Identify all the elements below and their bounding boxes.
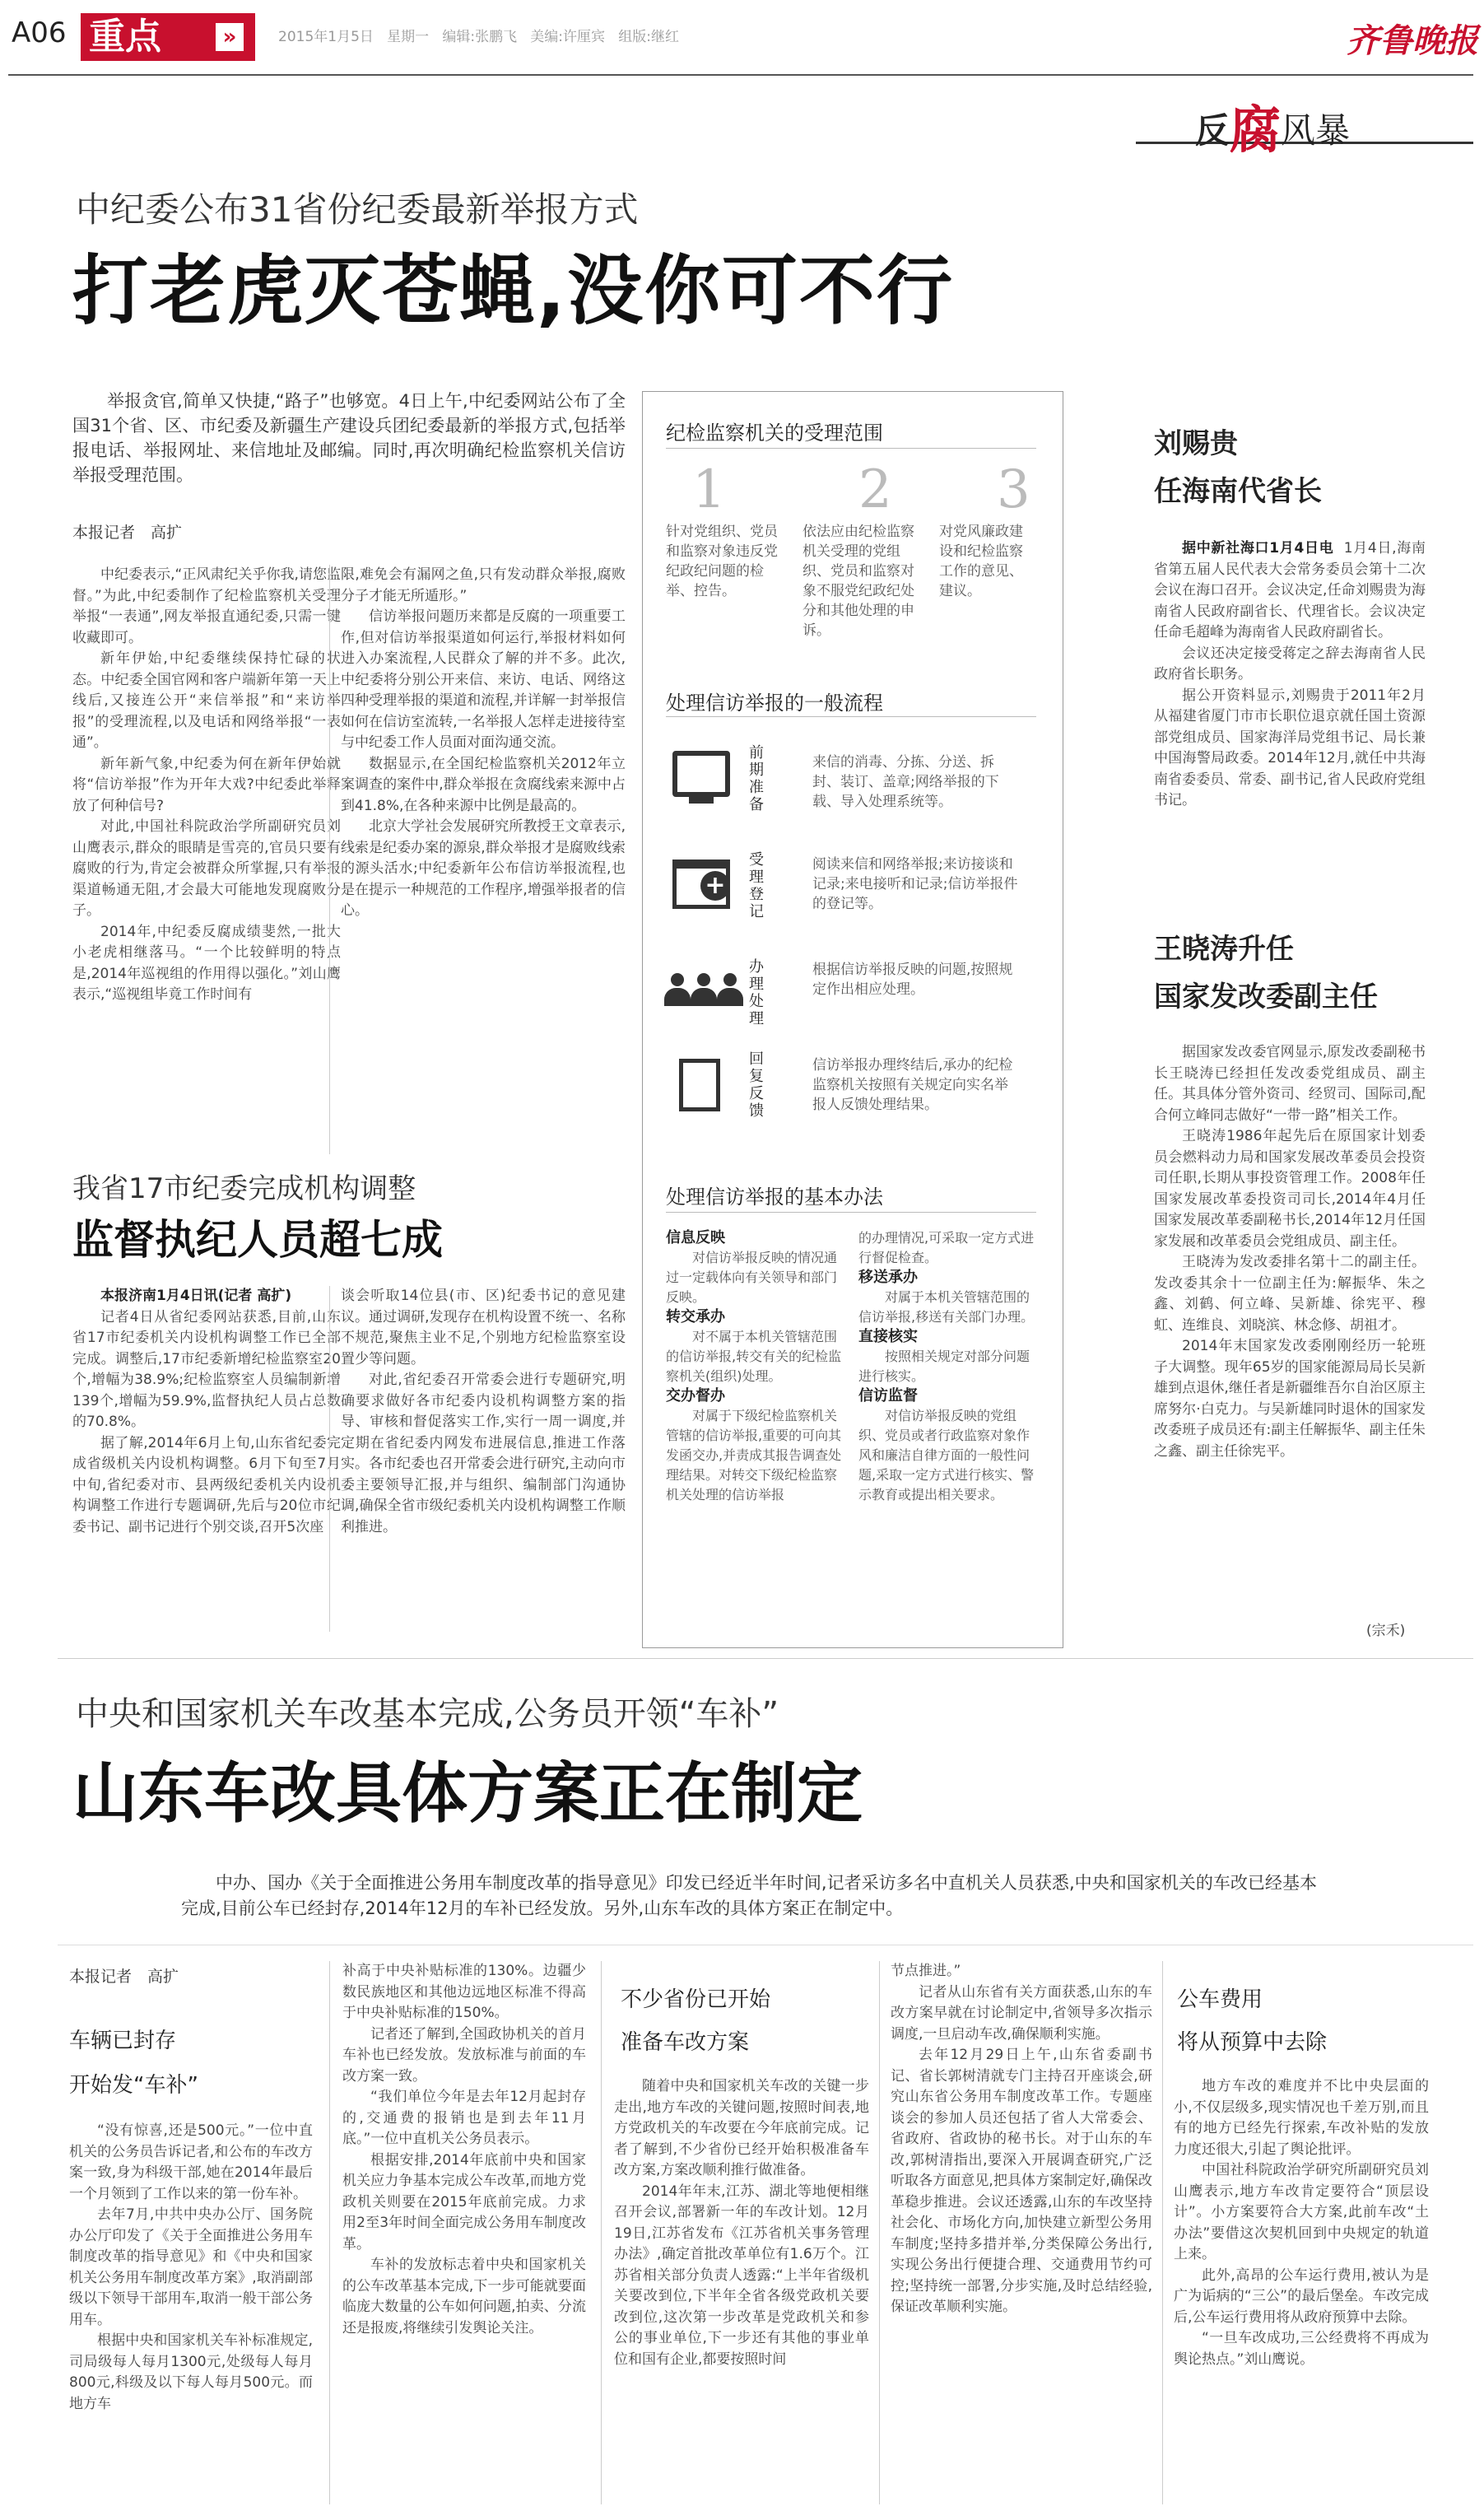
paragraph: 限,难免会有漏网之鱼,只有发动群众举报,腐败分子才能无所遁形。” [341, 566, 626, 604]
side2-title-2: 国家发改委副主任 [1154, 981, 1378, 1013]
paragraph: 记者从山东省有关方面获悉,山东的车改方案早就在讨论制定中,省领导多次指示调度,一旦启动车改,确保顺利实施。 [891, 1983, 1152, 2043]
method-head: 转交承办 [666, 1308, 725, 1325]
column-tag [1195, 100, 1351, 163]
article2-dateline [72, 1286, 341, 1307]
paragraph: 地方车改的难度并不比中央层面的小,不仅层级多,现实情况也千差万别,而且有的地方已经先行探索,车改补贴的发放力度还很大,引起了舆论批评。 [1174, 2078, 1429, 2158]
article2-kicker: 我省17市纪委完成机构调整 [72, 1172, 416, 1205]
scope-number-1: 1 [692, 459, 726, 520]
paragraph: 2014年年末,江苏、湖北等地便相继召开会议,部署新一年的车改计划。12月19日,江苏省发布《江苏省机关事务管理办法》,确定首批改革单位有1.6万个。江苏省相关部分负责人透露:“上半年省级机关要改到位,下半年全省各级党政机关要改到位,这次第一步改革是党政机关和参公的事业单位,下一步还有其他的事业单位和国有企业,都要按照时间 [614, 2183, 869, 2368]
paragraph: 随着中央和国家机关车改的关键一步走出,地方车改的关键问题,按照时间表,地方党政机关的车改要在今年底前完成。记者了解到,不少省份已经开始积极准备车改方案,方案改顺利推行做准备。 [614, 2078, 869, 2178]
paragraph: 此外,高昂的公车运行费用,被认为是广为诟病的“三公”的最后堡垒。车改完成后,公车运行费用将从政府预算中去除。 [1174, 2266, 1429, 2326]
side1-title-1: 刘赐贵 [1154, 427, 1238, 460]
double-chevron-icon: » [216, 23, 244, 51]
paragraph: 据国家发改委官网显示,原发改委副秘书长王晓涛已经担任发改委党组成员、副主任。其具体分管外资司、经贸司、国际司,配合何立峰同志做好“一带一路”相关工作。 [1154, 1044, 1426, 1124]
method-text: 对属于本机关管辖范围的信访举报,移送有关部门办理。 [858, 1289, 1035, 1325]
article1-title: 打老虎灭苍蝇,没你可不行 [72, 247, 954, 335]
paragraph: 信访举报问题历来都是反腐的一项重要工作,但对信访举报渠道如何运行,举报材料如何进入办案流程,人民群众了解的并不多。此次,中纪委将分别公开来信、来访、电话、网络这四种受理举报的渠道和流程,并详解一封举报信如何在信访室流转,一名举报人怎样走进接待室与中纪委工作人员面对面沟通交流。 [341, 608, 626, 751]
article2-title: 监督执纪人员超七成 [72, 1216, 443, 1264]
article3-col2 [342, 1961, 586, 2499]
step-label-reply: 回复反馈 [749, 1051, 764, 1120]
article3-sub2-line2: 准备车改方案 [621, 2030, 750, 2055]
column-divider [329, 1961, 330, 2504]
method-text: 对不属于本机关管辖范围的信访举报,转交有关的纪检监察机关(组织)处理。 [666, 1329, 842, 1384]
group-people-icon [664, 973, 747, 1006]
method-text: 对信访举报反映的党组织、党员或者行政监察对象作风和廉洁自律方面的一般性问题,采取一定方式进行核实、警示教育或提出相关要求。 [858, 1408, 1035, 1502]
paragraph: 2014年,中纪委反腐成绩斐然,一批大小老虎相继落马。“一个比较鲜明的特点是,2014年巡视组的作用得以强化。”刘山鹰表示,“巡视组毕竟工作时间有 [72, 923, 341, 1003]
paragraph: 补高于中央补贴标准的130%。边疆少数民族地区和其他边远地区标准不得高于中央补贴标准的150%。 [342, 1963, 586, 2021]
method-text: 按照相关规定对部分问题进行核实。 [858, 1349, 1030, 1384]
article1-byline: 本报记者 高扩 [72, 524, 183, 542]
side2-body [1154, 1042, 1426, 1624]
article3-col3 [614, 2076, 869, 2499]
paragraph: 谈会听取14位县(市、区)纪委书记的意见建议。通过调研,发现存在机构设置不统一、名称不规范,聚焦主业不足,个别地方纪检监察室设置少等问题。 [341, 1288, 626, 1367]
person-head [671, 973, 684, 986]
method-text: 对信访举报反映的情况通过一定载体向有关领导和部门反映。 [666, 1250, 838, 1305]
paragraph: 根据中央和国家机关车补标准规定,司局级每人每月1300元,处级每人每月800元,科级及以下每人每月500元。而地方车 [69, 2332, 313, 2412]
person-body [664, 988, 691, 1006]
box-title-rule [666, 448, 1036, 449]
article2-col1 [72, 1286, 341, 1632]
paragraph: “没有惊喜,还是500元。”一位中直机关的公务员告诉记者,和公布的车改方案一致,身为科级干部,她在2014年最后一个月领到了工作以来的第一份车补。 [69, 2122, 313, 2202]
step-label-prepare: 前期准备 [749, 744, 764, 813]
step-text-reply: 信访举报办理终结后,承办的纪检监察机关按照有关规定向实名举报人反馈处理结果。 [812, 1057, 1013, 1113]
paragraph: 记者4日从省纪委网站获悉,目前,山东省17市纪委机关内设机构调整工作已全部完成。调整后,17市纪委新增纪检监察室20个,增幅为38.9%;纪检监察室人员编制新增139个,增幅为59.9%,监督执纪人员占总数的70.8%。 [72, 1308, 341, 1430]
paragraph: 数据显示,在全国纪检监察机关2012年立案调查的案件中,群众举报在贪腐线索来源中占到41.8%,在各种来源中比例是最高的。 [341, 755, 626, 814]
box-title-flow: 处理信访举报的一般流程 [666, 692, 883, 715]
side1-body [1154, 538, 1426, 901]
paragraph: 对此,省纪委召开常委会进行专题研究,明确要求做好各市纪委内设机构调整方案的指导、审核和督促落实工作,实行一周一调度,并定期在省纪委内网发布进展信息,推进工作落实。各市纪委也召开常委会进行研究,主动向市委主要领导汇报,并与组织、编制部门沟通协调,确保全省市级纪委机关内设机构调整工作顺利推进。 [341, 1372, 626, 1535]
article2-dateline-text: 本报济南1月4日讯(记者 高扩) [100, 1288, 292, 1304]
person-head [697, 973, 710, 986]
paragraph: 王晓涛为发改委排名第十二的副主任。发改委其余十一位副主任为:解振华、朱之鑫、刘鹤、何立峰、吴新雄、徐宪平、穆虹、连维良、刘晓滨、林念修、胡祖才。 [1154, 1254, 1426, 1334]
paragraph: 会议还决定接受蒋定之辞去海南省人民政府省长职务。 [1154, 645, 1426, 682]
paragraph: 根据安排,2014年底前中央和国家机关应力争基本完成公车改革,而地方党政机关则要在2015年底前完成。力求用2至3年时间全面完成公务用车制度改革。 [342, 2151, 586, 2252]
column-divider [329, 1286, 330, 1632]
method-text: 的办理情况,可采取一定方式进行督促检查。 [858, 1230, 1035, 1265]
article2-col2 [341, 1286, 626, 1632]
article3-sub1-line2: 开始发“车补” [69, 2073, 198, 2098]
method-head: 信息反映 [666, 1229, 725, 1246]
paper-logo: 齐鲁晚报 [1347, 21, 1478, 60]
paragraph: 据了解,2014年6月上旬,山东省纪委完成省级机关内设机构调整。6月下旬至7月中旬,省纪委对市、县两级纪委机关内设机构调整工作进行专题调研,先后与20位市纪委书记、副书记进行个别交谈,召开5次座 [72, 1434, 341, 1535]
issue-weekday: 星期一 [387, 29, 430, 45]
monitor-icon [672, 751, 730, 797]
box-title-method: 处理信访举报的基本办法 [666, 1186, 883, 1209]
column-divider [329, 565, 330, 1154]
issue-date: 2015年1月5日 [278, 29, 374, 45]
paragraph: 车补的发放标志着中央和国家机关的公车改革基本完成,下一步可能就要面临庞大数量的公车如何问题,拍卖、分流还是报废,将继续引发舆论关注。 [342, 2257, 586, 2336]
paragraph: 2014年末国家发改委刚刚经历一轮班子大调整。现年65岁的国家能源局局长吴新雄到点退休,继任者是新疆维吾尔自治区原主席努尔·白克力。与吴新雄同时退休的国家发改委班子成员还有:副主任解振华、副主任朱之鑫、副主任徐宪平。 [1154, 1338, 1426, 1460]
paragraph: 对此,中国社科院政治学所副研究员刘山鹰表示,群众的眼睛是雪亮的,官员只要有腐败的行为,肯定会被群众所掌握,只有举报渠道畅通无阻,才会最大可能地发现腐败分子。 [72, 818, 341, 919]
paragraph: 节点推进。” [891, 1963, 961, 1979]
article1-col2 [341, 565, 626, 1154]
step-text-handle: 根据信访举报反映的问题,按照规定作出相应处理。 [812, 962, 1013, 998]
article3-title: 山东车改具体方案正在制定 [72, 1755, 863, 1832]
paragraph: 北京大学社会发展研究所教授王文章表示,线索是纪委办案的源泉,群众举报才是腐败线索的源头活水;中纪委新年公布信访举报流程,也是在提示一种规范的工作程序,增强举报者的信心。 [341, 818, 626, 919]
scope-number-2: 2 [858, 459, 892, 520]
step-label-register: 受理登记 [749, 851, 764, 920]
issue-designer: 美编:许厘宾 [530, 29, 606, 45]
article3-top-rule [58, 1658, 1473, 1659]
paragraph: 中国社科院政治学研究所副研究员刘山鹰表示,地方车改肯定要符合“顶层设计”。小方案要符合大方案,此前车改“土办法”要借这次契机回到中央规定的轨道上来。 [1174, 2162, 1429, 2262]
section-title: 重点 [89, 16, 161, 58]
article1-col1 [72, 565, 341, 1154]
box-title-rule [666, 1212, 1036, 1213]
article3-sub3-line2: 将从预算中去除 [1177, 2030, 1328, 2055]
side1-dateline [1154, 538, 1426, 644]
column-divider [879, 1961, 880, 2504]
side1-title-2: 任海南代省长 [1154, 475, 1322, 508]
article1-kicker: 中纪委公布31省份纪委最新举报方式 [76, 189, 639, 230]
article3-col5 [1174, 2076, 1429, 2499]
side2-title-1: 王晓涛升任 [1154, 933, 1294, 966]
method-head: 信访监督 [858, 1387, 918, 1405]
scope-text-2: 依法应由纪检监察机关受理的党组织、党员和监察对象不服党纪政纪处分和其他处理的申诉。 [802, 524, 914, 639]
method-col-right [858, 1228, 1035, 1505]
article1-lead-text: 举报贪官,简单又快捷,“路子”也够宽。4日上午,中纪委网站公布了全国31个省、区、市纪委及新疆生产建设兵团纪委最新的举报方式,包括举报电话、举报网址、来信地址及邮编。同时,再次明确纪检监察机关信访举报受理范围。 [72, 391, 626, 485]
scope-text-3: 对党风廉政建设和纪检监察工作的意见、建议。 [939, 524, 1023, 599]
method-head: 移送承办 [858, 1269, 918, 1286]
scope-number-3: 3 [997, 459, 1030, 520]
person-body [717, 988, 743, 1006]
person-head [723, 973, 737, 986]
paragraph: 中纪委表示,“正风肃纪关乎你我,请您监督。”为此,中纪委制作了纪检监察机关受理举报“一表通”,网友举报直通纪委,只需一键收藏即可。 [72, 566, 341, 646]
side2-source: (宗禾) [1366, 1623, 1406, 1639]
issue-editor: 编辑:张鹏飞 [442, 29, 518, 45]
page-number: A06 [12, 16, 67, 49]
column-tag-accent: 腐 [1230, 100, 1282, 160]
paragraph: 去年7月,中共中央办公厅、国务院办公厅印发了《关于全面推进公务用车制度改革的指导意见》和《中央和国家机关公务用车制度改革方案》,取消副部级以下领导干部用车,取消一般干部公务用车。 [69, 2206, 313, 2328]
article3-kicker: 中央和国家机关车改基本完成,公务员开领“车补” [76, 1695, 779, 1733]
article3-col1 [69, 2121, 313, 2499]
paragraph: 记者还了解到,全国政协机关的首月车补也已经发放。发放标准与前面的车改方案一致。 [342, 2025, 586, 2085]
article3-sub2-line1: 不少省份已开始 [621, 1987, 771, 2012]
paragraph: 王晓涛1986年起先后在原国家计划委员会燃料动力局和国家发展改革委员会投资司任职,长期从事投资管理工作。2008年任国家发展改革委投资司司长,2014年4月任国家发展改革委副秘书长,2014年12月任国家发展和改革委员会党组成员、副主任。 [1154, 1128, 1426, 1250]
column-divider [1162, 1961, 1163, 2504]
issue-meta [278, 25, 679, 45]
header-rule [8, 74, 1473, 76]
box-title-rule [666, 716, 1036, 717]
box-title-scope: 纪检监察机关的受理范围 [666, 422, 883, 445]
step-text-prepare: 来信的消毒、分拣、分送、拆封、装订、盖章;网络举报的下载、导入处理系统等。 [812, 754, 999, 810]
method-text: 对属于下级纪检监察机关管辖的信访举报,重要的可向其发函交办,并责成其报告调查处理结果。对转交下级纪检监察机关处理的信访举报 [666, 1408, 842, 1502]
paragraph: 去年12月29日上午,山东省委副书记、省长郭树清就专门主持召开座谈会,研究山东省公务用车制度改革工作。专题座谈会的参加人员还包括了省人大常委会、省政府、省政协的秘书长。对于山东的车改,郭树清指出,要深入开展调查研究,广泛听取各方面意见,把具体方案制定好,确保改革稳步推进。会议还透露,山东的车改坚持社会化、市场化方向,加快建立新型公务用车制度;坚持多措并举,分类保障公务出行,实现公务出行便捷合理、交通费用节约可控;坚持统一部署,分步实施,及时总结经验,保证改革顺利实施。 [891, 2047, 1152, 2315]
issue-proof: 组版:继红 [618, 29, 679, 45]
method-head: 交办督办 [666, 1387, 725, 1405]
method-col-left [666, 1228, 843, 1505]
add-circle-icon: + [700, 871, 730, 901]
paragraph: 据公开资料显示,刘赐贵于2011年2月从福建省厦门市市长职位退京就任国土资源部党组成员、国家海洋局党组书记、局长兼中国海警局政委。2014年12月,就任中共海南省委委员、常委、副书记,省人民政府党组书记。 [1154, 687, 1426, 808]
person-body [691, 988, 717, 1006]
article1-lead [72, 389, 626, 487]
article3-lead [181, 1870, 1317, 1922]
column-tag-tail: 风暴 [1281, 110, 1351, 151]
side1-dateline-text: 据中新社海口1月4日电 [1182, 540, 1334, 557]
article3-sub3-line1: 公车费用 [1177, 1987, 1263, 2012]
paragraph: 新年新气象,中纪委为何在新年伊始就将“信访举报”作为开年大戏?中纪委此举释放了何种信号? [72, 755, 341, 814]
paragraph: 新年伊始,中纪委继续保持忙碌的状态。中纪委全国官网和客户端新年第一天上线后,又接连公开“来信举报”和“来访举报”的受理流程,以及电话和网络举报“一表通”。 [72, 650, 341, 751]
monitor-stand [689, 797, 714, 804]
step-text-register: 阅读来信和网络举报;来访接谈和记录;来电接听和记录;信访举报件的登记等。 [812, 856, 1018, 912]
paragraph: “我们单位今年是去年12月起封存的,交通费的报销也是到去年11月底。”一位中直机关公务员表示。 [342, 2089, 586, 2147]
info-box [642, 391, 1063, 1648]
column-tag-lead: 反 [1195, 110, 1230, 151]
column-divider [601, 1961, 602, 2504]
article3-col4 [891, 1961, 1152, 2499]
article3-byline: 本报记者 高扩 [69, 1968, 179, 1986]
document-icon [679, 1059, 720, 1111]
paragraph: 1月4日,海南省第五届人民代表大会常务委员会第十二次会议在海口召开。会议决定,任命刘赐贵为海南省人民政府副省长、代理省长。会议决定任命毛超峰为海南省人民政府副省长。 [1154, 540, 1426, 641]
method-head: 直接核实 [858, 1328, 918, 1345]
paragraph: “一旦车改成功,三公经费将不再成为舆论热点。”刘山鹰说。 [1174, 2330, 1429, 2368]
article3-lead-text: 中办、国办《关于全面推进公务用车制度改革的指导意见》印发已经近半年时间,记者采访多名中直机关人员获悉,中央和国家机关的车改已经基本完成,目前公车已经封存,2014年12月的车补已经发放。另外,山东车改的具体方案正在制定中。 [181, 1873, 1317, 1918]
scope-text-1: 针对党组织、党员和监察对象违反党纪政纪问题的检举、控告。 [666, 524, 778, 599]
step-label-handle: 办理处理 [749, 958, 764, 1027]
article3-sub1-line1: 车辆已封存 [69, 2029, 177, 2053]
